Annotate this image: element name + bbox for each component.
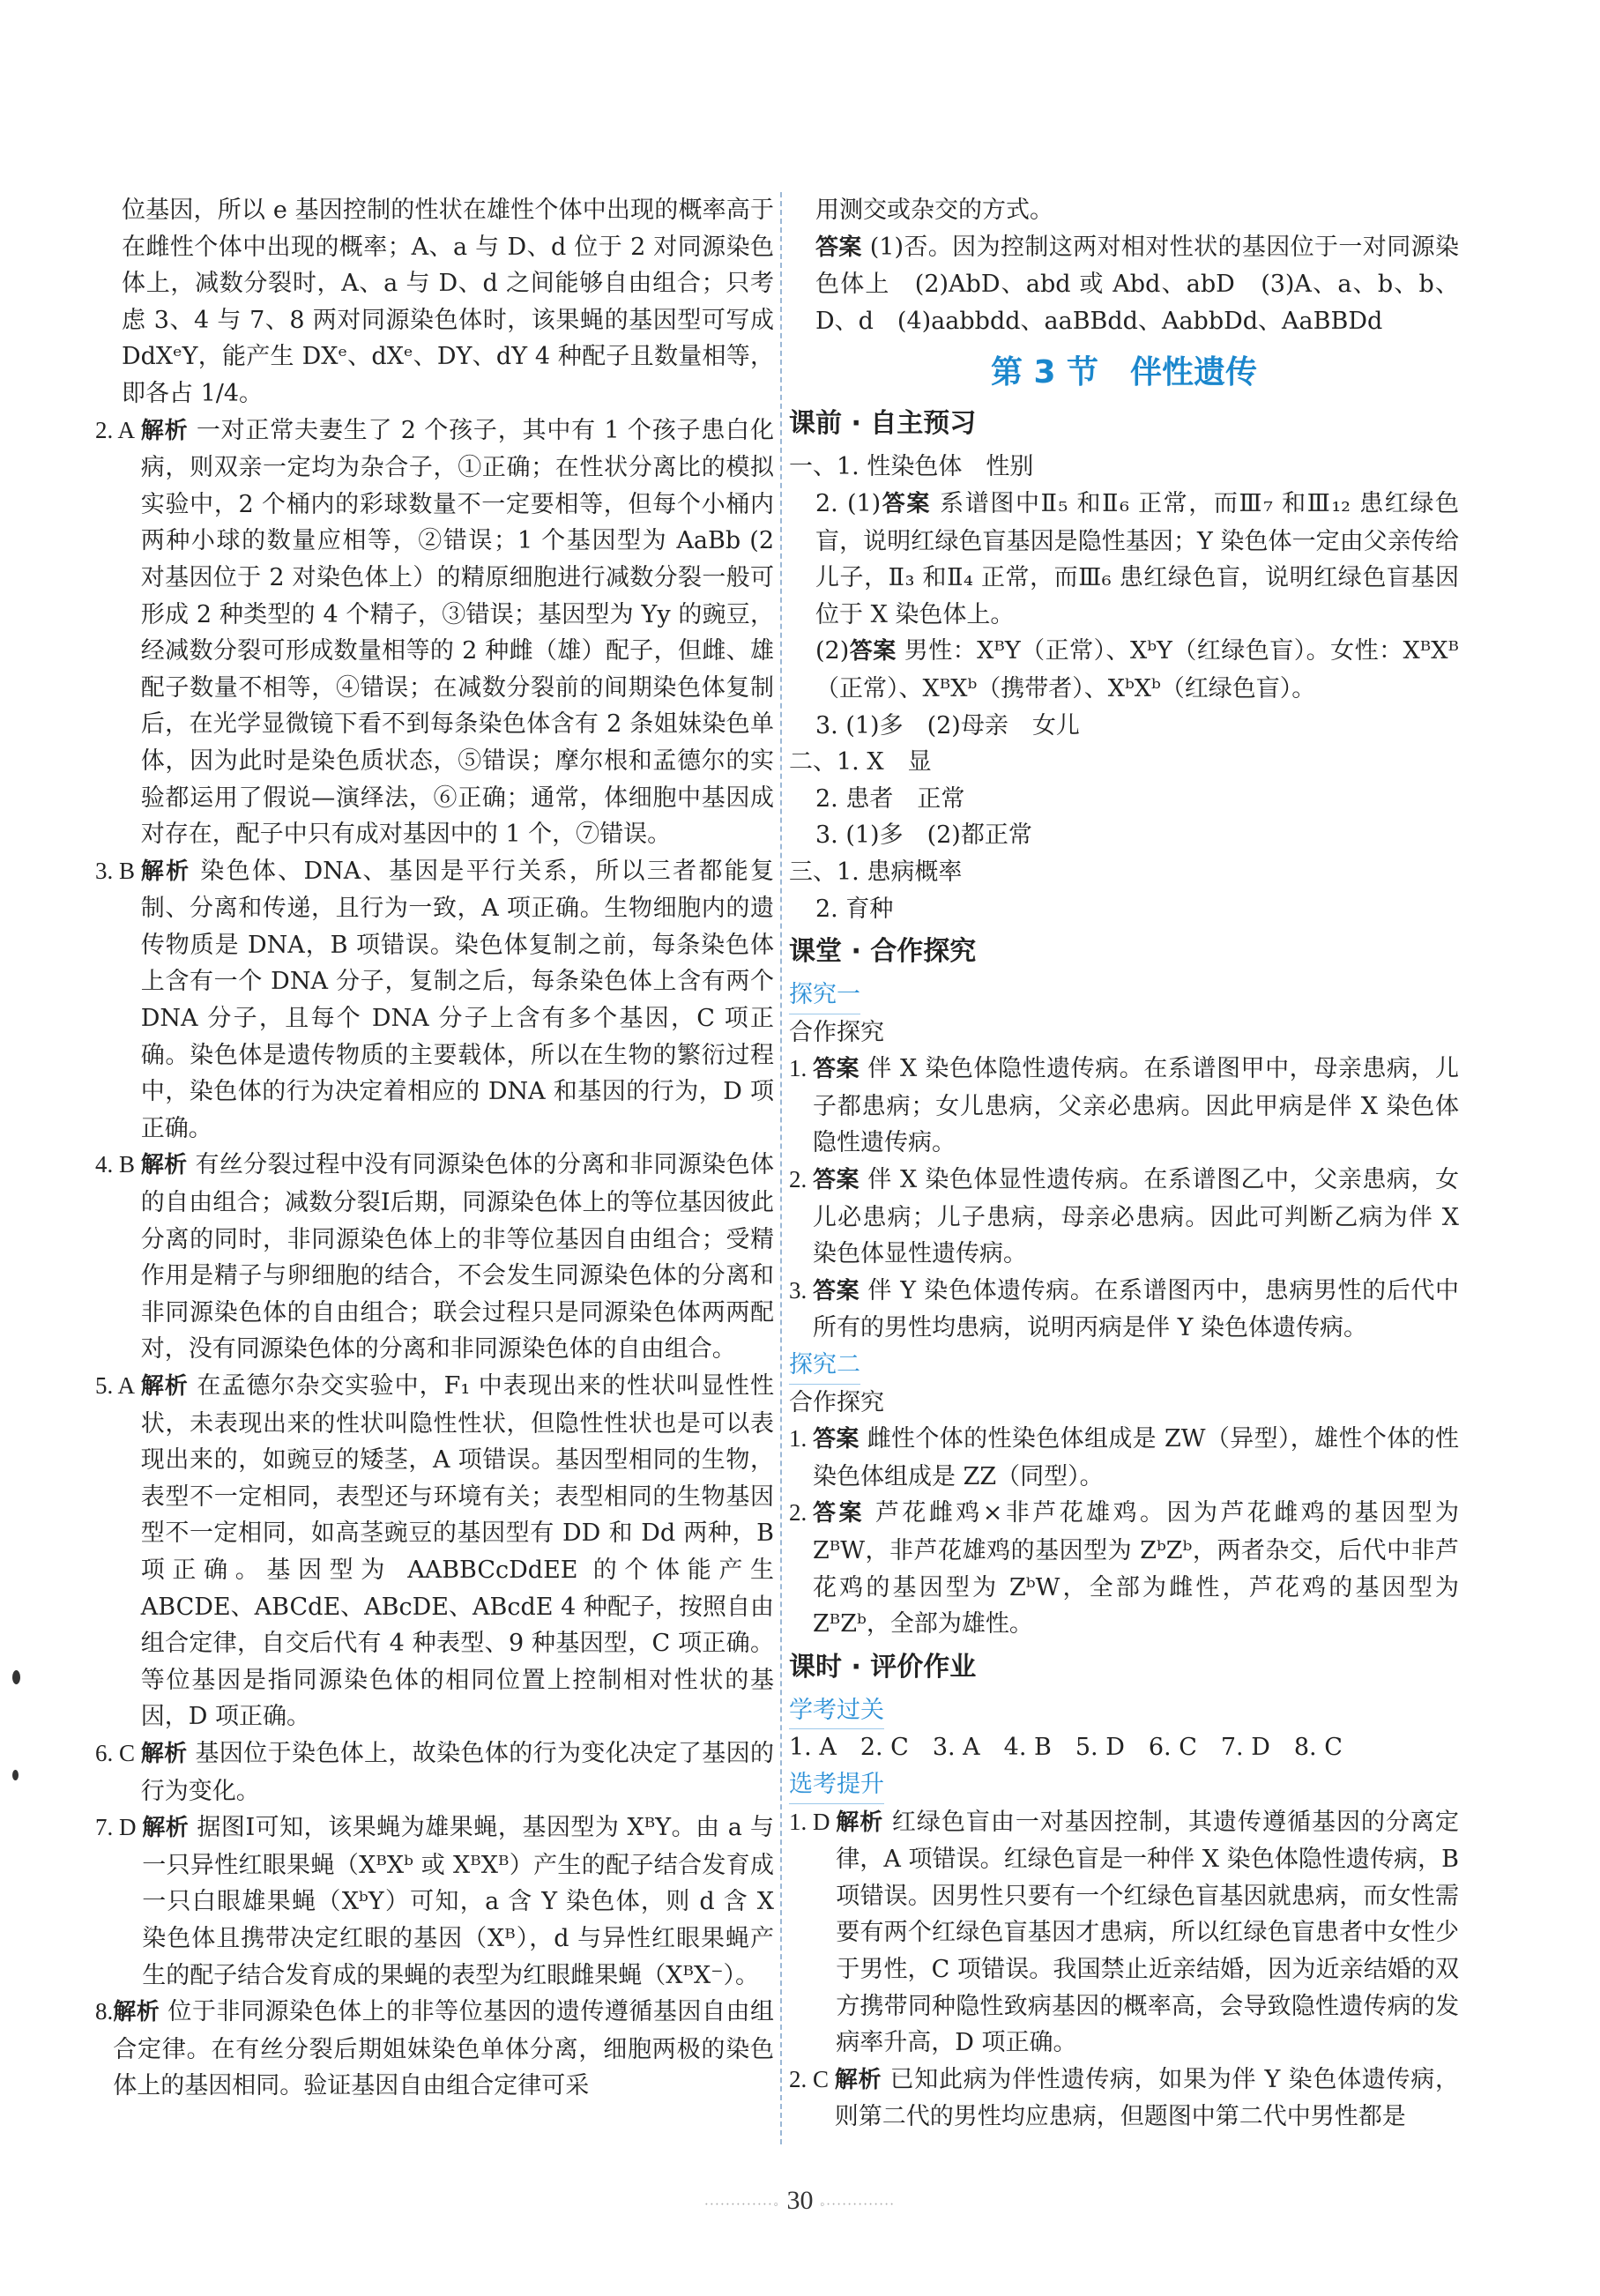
continued-text: 位基因，所以 e 基因控制的性状在雄性个体中出现的概率高于在雌性个体中出现的概率；A、a 与 D、d 位于 2 对同源染色体上，减数分裂时，A、a 与 D、d 之间能够自由组合；只考虑 3、4 与 7、8 两对同源染色体时，该果蝇的基因型可写成 DdXᵉY，能产生 DXᵉ、dXᵉ、DY、dY 4 种配子且数量相等，即各占 1/4。 (122, 197, 774, 407)
answer-text: 系谱图中Ⅱ₅ 和Ⅱ₆ 正常，而Ⅲ₇ 和Ⅲ₁₂ 患红绿色盲，说明红绿色盲基因是隐性基因；Y 染色体一定由父亲传给儿子，Ⅱ₃ 和Ⅱ₄ 正常，而Ⅲ₆ 患红绿色盲，说明红绿色盲基因位于 X 染色体上。 (815, 489, 1459, 628)
cooperate-label: 合作探究 (789, 1018, 884, 1046)
section-title: 第 3 节 伴性遗传 (990, 354, 1258, 391)
pre-study-heading: 课前 · 自主预习 (789, 408, 977, 440)
footer-ornament-left: ∙∙∙∙∙∙∙∙∙∙∙∙∙◦ (704, 2197, 780, 2212)
analysis-label: 解析 (142, 1815, 190, 1842)
pre-number: (2) (815, 637, 850, 665)
answer-text: (1)否。因为控制这两对相对性状的基因位于一对同源染色体上 (2)AbD、abd 或 Abd、abD (3)A、a、b、b、D、d (4)aabbdd、aaBBdd、AabbDd、AaBBDd (815, 233, 1459, 335)
pre-line: 三、1. 患病概率 (789, 858, 963, 886)
answer-item-6 (95, 1735, 774, 1809)
item-number: 4. B (95, 1151, 136, 1178)
answer-text: 伴 Y 染色体遗传病。在系谱图丙中，患病男性的后代中所有的男性均患病，说明丙病是伴 Y 染色体遗传病。 (813, 1276, 1459, 1342)
analysis-label: 解析 (140, 417, 189, 444)
pre-number: 2. (1) (815, 489, 882, 517)
answer-text: 雌性个体的性染色体组成是 ZW（异型），雄性个体的性染色体组成是 ZZ（同型）。 (813, 1425, 1459, 1490)
answer-item-5 (95, 1368, 774, 1735)
analysis-label: 解析 (140, 1152, 188, 1179)
analysis-label: 解析 (836, 1809, 884, 1836)
basic-test-label: 学考过关 (789, 1692, 884, 1730)
pre-line: 2. 育种 (815, 895, 894, 923)
item-number: 2. A (95, 416, 136, 443)
advanced-item (789, 2062, 1459, 2136)
analysis-text: 一对正常夫妻生了 2 个孩子，其中有 1 个孩子患白化病，则双亲一定均为杂合子，①正确；在性状分离比的模拟实验中，2 个桶内的彩球数量不一定要相等，但每个小桶内两种小球的数量应相等，②错误；1 个基因型为 AaBb (2 对基因位于 2 对染色体上）的精原细胞进行减数分裂一般可形成 2 种类型的 4 个精子，③错误；基因型为 Yy 的豌豆，经减数分裂可形成数量相等的 2 种雌（雄）配子，但雌、雄配子数量不相等，④错误；在减数分裂前的间期染色体复制后，在光学显微镜下看不到每条染色体含有 2 条姐妹染色单体，因为此时是染色质状态，⑤错误；摩尔根和孟德尔的实验都运用了假说—演绎法，⑥正确；通常，体细胞中基因成对存在，配子中只有成对基因中的 1 个，⑦错误。 (140, 416, 774, 849)
answer-label: 答案 (813, 1277, 860, 1304)
right-column (789, 192, 1459, 2136)
item-number: 6. C (95, 1739, 136, 1766)
pre-line: 3. (1)多 (2)母亲 女儿 (815, 711, 1080, 739)
page-number-footer (0, 2186, 1600, 2216)
analysis-text: 基因位于染色体上，故染色体的行为变化决定了基因的行为变化。 (140, 1739, 774, 1805)
analysis-text: 染色体、DNA、基因是平行关系，所以三者都能复制、分离和传递，且行为一致，A 项正确。生物细胞内的遗传物质是 DNA，B 项错误。染色体复制之前，每条染色体上含有一个 DNA 分子，复制之后，每条染色体上含有两个 DNA 分子，且每个 DNA 分子上含有多个基因，C 项正确。染色体是遗传物质的主要载体，所以在生物的繁衍过程中，染色体的行为决定着相应的 DNA 和基因的行为，D 项正确。 (140, 857, 774, 1142)
analysis-text: 红绿色盲由一对基因控制，其遗传遵循基因的分离定律，A 项错误。红绿色盲是一种伴 X 染色体隐性遗传病，B 项错误。因男性只要有一个红绿色盲基因就患病，而女性需要有两个红绿色盲基因才患病，所以红绿色盲患者中女性少于男性，C 项错误。我国禁止近亲结婚，因为近亲结婚的双方携带同种隐性致病基因的概率高，会导致隐性遗传病的发病率升高，D 项正确。 (836, 1808, 1459, 2057)
left-column (95, 192, 774, 2105)
analysis-text: 有丝分裂过程中没有同源染色体的分离和非同源染色体的自由组合；减数分裂Ⅰ后期，同源染色体上的等位基因彼此分离的同时，非同源染色体上的非等位基因自由组合；受精作用是精子与卵细胞的结合，不会发生同源染色体的分离和非同源染色体的自由组合；联会过程只是同源染色体两两配对，没有同源染色体的分离和非同源染色体的自由组合。 (140, 1151, 774, 1363)
answer-label: 答案 (849, 638, 897, 665)
item-number: 3. B (95, 857, 136, 884)
item-number: 7. D (95, 1814, 137, 1841)
answer-label: 答案 (813, 1056, 860, 1083)
cooperate-label: 合作探究 (789, 1388, 884, 1416)
item-number: 8. (95, 1998, 114, 2025)
analysis-label: 解析 (140, 1373, 189, 1400)
answer-label: 答案 (813, 1500, 865, 1527)
pre-line: 3. (1)多 (2)都正常 (815, 821, 1032, 850)
answer-text: 伴 X 染色体显性遗传病。在系谱图乙中，父亲患病，女儿必患病；儿子患病，母亲必患病。因此可判断乙病为伴 X 染色体显性遗传病。 (813, 1166, 1459, 1268)
basic-test-answers: 1. A 2. C 3. A 4. B 5. D 6. C 7. D 8. C (789, 1734, 1343, 1762)
answer-text: 伴 X 染色体隐性遗传病。在系谱图甲中，母亲患病，儿子都患病；女儿患病，父亲必患病。因此甲病是伴 X 染色体隐性遗传病。 (813, 1055, 1459, 1157)
column-divider (780, 192, 782, 2144)
analysis-label: 解析 (113, 1999, 160, 2026)
pre-line: 2. 患者 正常 (815, 784, 965, 813)
pre-answer (789, 633, 1459, 707)
answer-item-8 (95, 1994, 774, 2105)
advanced-test-label: 选考提升 (789, 1766, 884, 1804)
answer-item-7 (95, 1809, 774, 1994)
margin-dot (12, 1770, 19, 1780)
item-number: 1. (789, 1055, 807, 1082)
margin-dot (12, 1670, 20, 1684)
footer-ornament-right: ◦∙∙∙∙∙∙∙∙∙∙∙∙∙ (820, 2197, 896, 2212)
analysis-text: 在孟德尔杂交实验中，F₁ 中表现出来的性状叫显性性状，未表现出来的性状叫隐性性状，但隐性性状也是可以表现出来的，如豌豆的矮茎，A 项错误。基因型相同的生物，表型不一定相同，表型还与环境有关；表型相同的生物基因型不一定相同，如高茎豌豆的基因型有 DD 和 Dd 两种，B 项正确。基因型为 AABBCcDdEE 的个体能产生 ABCDE、ABCdE、ABcDE、ABcdE 4 种配子，按照自由组合定律，自交后代有 4 种表型、9 种基因型，C 项正确。等位基因是指同源染色体的相同位置上控制相对性状的基因，D 项正确。 (140, 1372, 774, 1731)
explore2-item (789, 1495, 1459, 1642)
answer-item-2 (95, 412, 774, 853)
answer-text: 芦花雌鸡×非芦花雄鸡。因为芦花雌鸡的基因型为 ZᴮW，非芦花雄鸡的基因型为 ZᵇZᵇ，两者杂交，后代中非芦花鸡的基因型为 ZᵇW，全部为雌性，芦花鸡的基因型为 ZᴮZᵇ，全部为雄性。 (813, 1499, 1459, 1638)
item-number: 1. D (789, 1808, 830, 1835)
analysis-label: 解析 (140, 858, 191, 885)
analysis-text: 已知此病为伴性遗传病，如果为伴 Y 染色体遗传病，则第二代的男性均应患病，但题图中第二代中男性都是 (834, 2065, 1459, 2131)
explore2-item (789, 1421, 1459, 1495)
analysis-text: 据图Ⅰ可知，该果蝇为雄果蝇，基因型为 XᴮY。由 a 与一只异性红眼果蝇（XᴮXᵇ 或 XᴮXᴮ）产生的配子结合发育成一只白眼雄果蝇（XᵇY）可知，a 含 Y 染色体，则 d 含 X 染色体且携带决定红眼的基因（Xᴮ），d 与异性红眼果蝇产生的配子结合发育成的果蝇的表型为红眼雌果蝇（XᴮX⁻）。 (142, 1814, 774, 1989)
answer-block (789, 229, 1459, 340)
analysis-text: 位于非同源染色体上的非等位基因的遗传遵循基因自由组合定律。在有丝分裂后期姐妹染色单体分离，细胞两极的染色体上的基因相同。验证基因自由组合定律可采 (113, 1998, 774, 2100)
answer-text: 男性：XᴮY（正常）、XᵇY（红绿色盲）。女性：XᴮXᴮ（正常）、XᴮXᵇ（携带者）、XᵇXᵇ（红绿色盲）。 (815, 637, 1459, 702)
homework-heading: 课时 · 评价作业 (789, 1651, 977, 1683)
answer-label: 答案 (813, 1426, 860, 1453)
explore-one-label: 探究一 (789, 977, 860, 1014)
item-number: 2. (789, 1499, 807, 1527)
item-number: 5. A (95, 1372, 136, 1399)
item-number: 2. C (789, 2065, 830, 2092)
item-number: 1. (789, 1425, 807, 1453)
explore1-item (789, 1051, 1459, 1162)
classroom-heading: 课堂 · 合作探究 (789, 936, 977, 968)
analysis-label: 解析 (140, 1740, 188, 1767)
page-number: 30 (786, 2186, 814, 2215)
item-number: 3. (789, 1276, 807, 1304)
answer-item-4 (95, 1147, 774, 1368)
explore-two-label: 探究二 (789, 1347, 860, 1385)
continued-text: 用测交或杂交的方式。 (815, 197, 1053, 224)
answer-label: 答案 (815, 234, 862, 261)
explore1-item (789, 1273, 1459, 1347)
item-number: 2. (789, 1166, 807, 1193)
pre-line: 一、1. 性染色体 性别 (789, 453, 1034, 481)
advanced-item (789, 1804, 1459, 2062)
answer-label: 答案 (881, 490, 931, 517)
answer-label: 答案 (813, 1167, 860, 1194)
explore1-item (789, 1162, 1459, 1273)
pre-line: 二、1. X 显 (789, 748, 932, 776)
answer-item-3 (95, 853, 774, 1148)
pre-answer (789, 486, 1459, 633)
analysis-label: 解析 (834, 2066, 882, 2093)
